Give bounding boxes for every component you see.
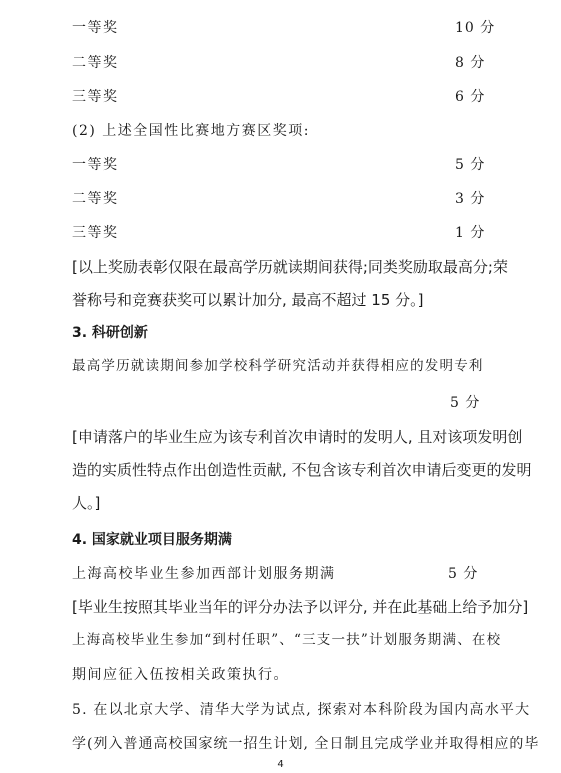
award-first-prize-label: 一等奖 [72, 20, 119, 36]
section-3-note-line-3: 人。] [72, 494, 101, 512]
award-third-prize-points: 6 分 [455, 89, 486, 105]
regional-second-prize-points: 3 分 [455, 191, 486, 207]
section-4-points: 5 分 [448, 566, 479, 582]
section-5-line-1: 5. 在以北京大学、清华大学为试点, 探索对本科阶段为国内高水平大 [72, 702, 531, 718]
section-3-heading: 3. 科研创新 [72, 325, 148, 341]
section-4-heading: 4. 国家就业项目服务期满 [72, 532, 232, 548]
award-second-prize-points: 8 分 [455, 55, 486, 71]
award-second-prize-label: 二等奖 [72, 55, 119, 71]
regional-third-prize-points: 1 分 [455, 225, 486, 241]
section-3-points: 5 分 [450, 395, 481, 411]
regional-second-prize-label: 二等奖 [72, 191, 119, 207]
section-4-paragraph-line-2: 期间应征入伍按相关政策执行。 [72, 667, 289, 683]
section-4-item: 上海高校毕业生参加西部计划服务期满 [72, 566, 336, 582]
award-note-line-1: [以上奖励表彰仅限在最高学历就读期间获得;同类奖励取最高分;荣 [72, 258, 508, 276]
section-3-note-line-2: 造的实质性特点作出创造性贡献, 不包含该专利首次申请后变更的发明 [72, 461, 532, 479]
award-first-prize-points: 10 分 [455, 20, 496, 36]
section-3-item: 最高学历就读期间参加学校科学研究活动并获得相应的发明专利 [72, 358, 484, 374]
section-3-note-line-1: [申请落户的毕业生应为该专利首次申请时的发明人, 且对该项发明创 [72, 428, 523, 446]
regional-first-prize-label: 一等奖 [72, 157, 119, 173]
regional-awards-heading: (2) 上述全国性比赛地方赛区奖项: [72, 123, 310, 139]
award-third-prize-label: 三等奖 [72, 89, 119, 105]
section-4-paragraph-line-1: 上海高校毕业生参加“到村任职”、“三支一扶”计划服务期满、在校 [72, 632, 502, 648]
page-number: 4 [277, 759, 284, 770]
award-note-line-2: 誉称号和竞赛获奖可以累计加分, 最高不超过 15 分。] [72, 291, 424, 309]
regional-first-prize-points: 5 分 [455, 157, 486, 173]
section-5-line-2: 学(列入普通高校国家统一招生计划, 全日制且完成学业并取得相应的毕 [72, 736, 540, 752]
regional-third-prize-label: 三等奖 [72, 225, 119, 241]
section-4-note: [毕业生按照其毕业当年的评分办法予以评分, 并在此基础上给予加分] [72, 598, 529, 616]
